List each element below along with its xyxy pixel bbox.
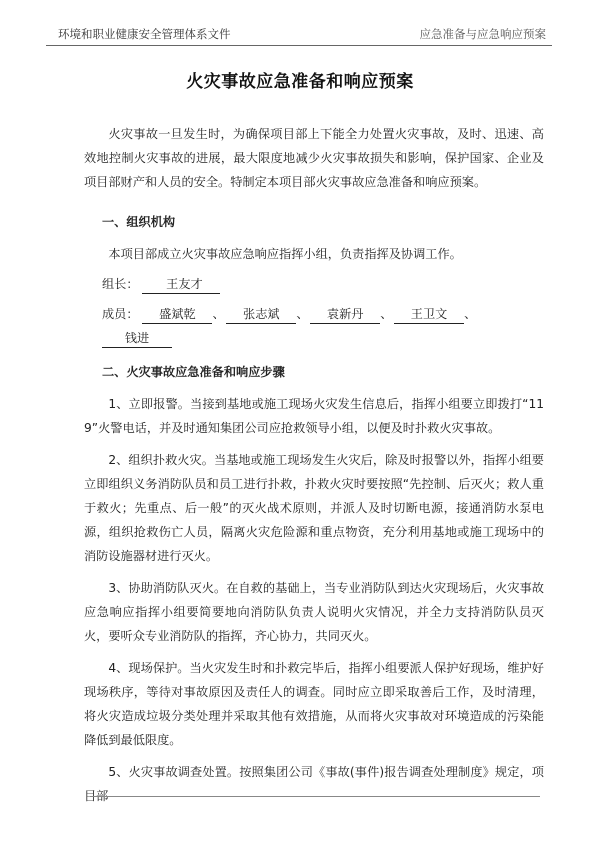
step-paragraph: 1、立即报警。当接到基地或施工现场火灾发生信息后，指挥小组要立即拨打“119”火警电话，并及时通知集团公司应抢救领导小组，以便及时扑救火灾事故。 (84, 397, 544, 435)
member-name: 盛斌乾 (142, 305, 212, 324)
step-paragraph: 5、火灾事故调查处置。按照集团公司《事故(事件)报告调查处理制度》规定，项目部 (84, 765, 544, 803)
organization-paragraph: 本项目部成立火灾事故应急响应指挥小组，负责指挥及协调工作。 (108, 247, 462, 261)
document-title: 火灾事故应急准备和响应预案 (186, 72, 414, 92)
step-paragraph: 3、协助消防队灭火。在自救的基础上，当专业消防队到达火灾现场后，火灾事故应急响应指挥小组要简要地向消防队负责人说明火灾情况，并全力支持消防队员灭火，要听众专业消防队的指挥，齐心协力，共同灭火。 (84, 581, 544, 643)
member-name: 袁新丹 (310, 305, 380, 324)
member-name: 张志斌 (226, 305, 296, 324)
members-line (84, 302, 544, 350)
member-separator: 、 (212, 307, 225, 321)
member-name: 钱进 (102, 329, 172, 348)
header-doc-title: 应急准备与应急响应预案 (419, 27, 546, 41)
section-heading-organization: 一、组织机构 (102, 215, 176, 229)
section-heading-response-steps: 二、火灾事故应急准备和响应步骤 (102, 365, 285, 379)
member-separator: 、 (380, 307, 393, 321)
footer-rule (90, 796, 540, 797)
step-paragraph: 4、现场保护。当火灾发生时和扑救完毕后，指挥小组要派人保护好现场，维护好现场秩序，等待对事故原因及责任人的调查。同时应立即采取善后工作，及时清理，将火灾造成垃圾分类处理并采取其他有效措施，从而将火灾事故对环境造成的污染能降低到最低限度。 (84, 661, 544, 747)
header-doc-series: 环境和职业健康安全管理体系文件 (58, 27, 231, 41)
member-name: 王卫文 (394, 305, 464, 324)
intro-paragraph: 火灾事故一旦发生时，为确保项目部上下能全力处置火灾事故，及时、迅速、高效地控制火灾事故的进展，最大限度地减少火灾事故损失和影响，保护国家、企业及项目部财产和人员的安全。特制定本项目部火灾事故应急准备和响应预案。 (84, 127, 544, 189)
members-label: 成员： (102, 307, 139, 321)
page-header (46, 24, 552, 44)
member-separator: 、 (296, 307, 309, 321)
leader-line (84, 272, 544, 296)
leader-name: 王友才 (142, 275, 220, 294)
leader-label: 组长： (102, 277, 139, 291)
header-rule (46, 45, 552, 46)
member-separator: 、 (464, 307, 477, 321)
step-paragraph: 2、组织扑救火灾。当基地或施工现场发生火灾后，除及时报警以外，指挥小组要立即组织义务消防队员和员工进行扑救，扑救火灾时要按照“先控制、后灭火；救人重于救火；先重点、后一般”的灭火战术原则，并派人及时切断电源，接通消防水泵电源，组织抢救伤亡人员，隔离火灾危险源和重点物资，充分利用基地或施工现场中的消防设施器材进行灭火。 (84, 453, 544, 563)
spacer (84, 234, 544, 242)
document-body (84, 122, 544, 808)
